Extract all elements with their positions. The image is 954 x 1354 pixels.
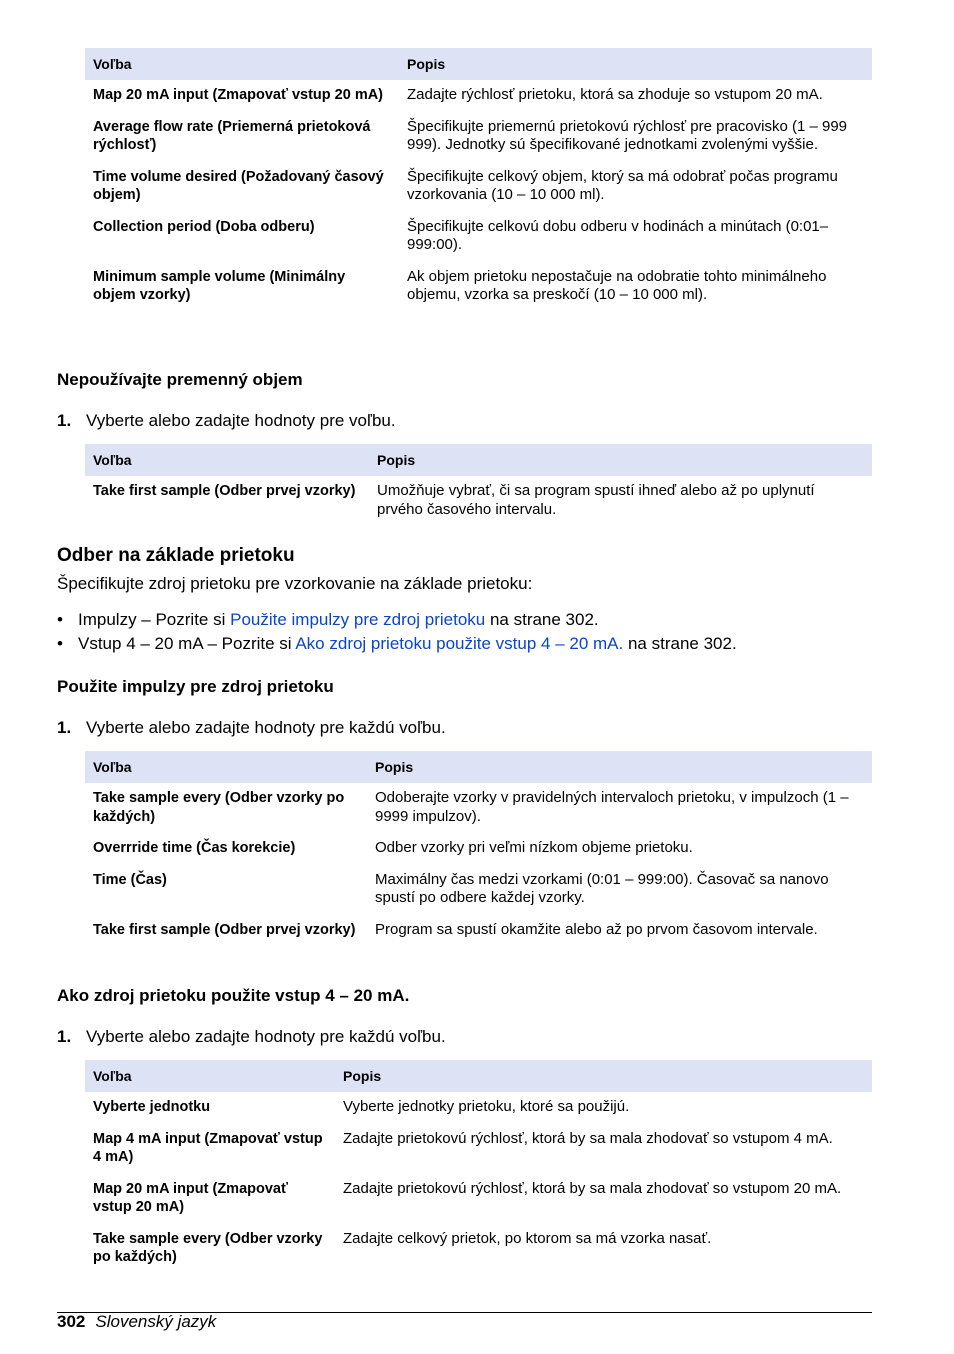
- option-name: Take first sample (Odber prvej vzorky): [93, 483, 356, 499]
- table-row: [85, 80, 872, 118]
- table-row: [85, 118, 872, 168]
- bullet-text: Impulzy – Pozrite si: [78, 610, 231, 629]
- option-description: Zadajte prietokovú rýchlosť, ktorá by sa mala zhodovať so vstupom 20 mA.: [343, 1179, 842, 1197]
- step-text: Vyberte alebo zadajte hodnoty pre každú voľbu.: [86, 718, 446, 737]
- bullet-item: [57, 610, 599, 630]
- option-name: Map 20 mA input (Zmapovať vstup 20 mA): [93, 87, 384, 103]
- step-text: Vyberte alebo zadajte hodnoty pre každú voľbu.: [86, 1027, 446, 1046]
- table-row: [85, 218, 872, 268]
- option-description: Zadajte prietokovú rýchlosť, ktorá by sa mala zhodovať so vstupom 4 mA.: [343, 1129, 833, 1147]
- bullet-page-ref: na strane 302.: [485, 610, 599, 629]
- column-header-description: Popis: [335, 1060, 872, 1092]
- bullet-text: Vstup 4 – 20 mA – Pozrite si: [78, 634, 296, 653]
- step-text: Vyberte alebo zadajte hodnoty pre voľbu.: [86, 411, 396, 430]
- option-description: Program sa spustí okamžite alebo až po prvom časovom intervale.: [375, 920, 818, 938]
- table-row: [85, 921, 872, 953]
- column-header-description: Popis: [367, 751, 872, 783]
- step-number: 1.: [57, 411, 72, 430]
- step-number: 1.: [57, 1027, 72, 1046]
- step-number: 1.: [57, 718, 72, 737]
- table-row: [85, 1092, 872, 1130]
- option-description: Vyberte jednotky prietoku, ktoré sa použijú.: [343, 1098, 630, 1115]
- step-item: [57, 718, 446, 738]
- page-number: 302: [57, 1312, 86, 1331]
- options-table-3: [85, 751, 872, 952]
- subsection-heading: Použite impulzy pre zdroj prietoku: [57, 677, 334, 696]
- options-table-4: [85, 1060, 872, 1280]
- options-table-2: [85, 444, 872, 532]
- table-row: [85, 1180, 872, 1230]
- subsection-heading: Ako zdroj prietoku použite vstup 4 – 20 mA.: [57, 986, 410, 1005]
- option-name: Take first sample (Odber prvej vzorky): [93, 921, 356, 938]
- table-row: [85, 268, 872, 318]
- section-intro: Špecifikujte zdroj prietoku pre vzorkovanie na základe prietoku:: [57, 574, 533, 593]
- option-description: Špecifikujte priemernú prietokovú rýchlosť pre pracovisko (1 – 999 999). Jednotky sú špecifikované jednotkami zvolenými vyššie.: [407, 117, 848, 153]
- table-row: [85, 476, 872, 532]
- column-header-option: Voľba: [85, 1060, 335, 1092]
- subsection-heading: Nepoužívajte premenný objem: [57, 370, 303, 389]
- option-name: Average flow rate (Priemerná prietoková rýchlosť): [93, 118, 371, 153]
- table-row: [85, 871, 872, 921]
- column-header-description: Popis: [399, 48, 872, 80]
- step-item: [57, 1027, 446, 1047]
- bullet-marker: •: [57, 610, 63, 629]
- option-description: Zadajte rýchlosť prietoku, ktorá sa zhoduje so vstupom 20 mA.: [407, 86, 823, 103]
- option-description: Umožňuje vybrať, či sa program spustí ihneď alebo až po uplynutí prvého časového intervalu.: [377, 482, 815, 518]
- footer-language: Slovenský jazyk: [95, 1312, 217, 1331]
- step-item: [57, 411, 396, 431]
- option-description: Maximálny čas medzi vzorkami (0:01 – 999:00). Časovač sa nanovo spustí po odbere každej vzorky.: [375, 870, 829, 906]
- option-name: Time volume desired (Požadovaný časový objem): [93, 168, 384, 203]
- option-description: Zadajte celkový prietok, po ktorom sa má vzorka nasať.: [343, 1229, 712, 1247]
- column-header-option: Voľba: [85, 48, 399, 80]
- option-name: Vyberte jednotku: [93, 1099, 211, 1115]
- option-description: Ak objem prietoku nepostačuje na odobratie tohto minimálneho objemu, vzorka sa preskočí (10 – 10 000 ml).: [407, 267, 827, 303]
- column-header-option: Voľba: [85, 444, 369, 476]
- option-name: Take sample every (Odber vzorky po každých): [93, 1230, 323, 1265]
- option-description: Odoberajte vzorky v pravidelných intervaloch prietoku, v impulzoch (1 – 9999 impulzov).: [375, 789, 849, 825]
- table-row: [85, 839, 872, 871]
- table-row: [85, 168, 872, 218]
- bullet-marker: •: [57, 634, 63, 653]
- option-description: Odber vzorky pri veľmi nízkom objeme prietoku.: [375, 839, 693, 856]
- cross-reference-link[interactable]: Ako zdroj prietoku použite vstup 4 – 20 mA.: [295, 634, 624, 653]
- table-row: [85, 1130, 872, 1180]
- option-name: Map 4 mA input (Zmapovať vstup 4 mA): [93, 1130, 323, 1165]
- option-name: Overrride time (Čas korekcie): [93, 840, 296, 856]
- option-name: Take sample every (Odber vzorky po každých): [93, 790, 345, 825]
- option-description: Špecifikujte celkovú dobu odberu v hodinách a minútach (0:01–999:00).: [407, 217, 829, 253]
- option-name: Collection period (Doba odberu): [93, 218, 315, 235]
- column-header-description: Popis: [369, 444, 872, 476]
- options-table-1: [85, 48, 872, 318]
- column-header-option: Voľba: [85, 751, 367, 783]
- table-row: [85, 783, 872, 839]
- option-description: Špecifikujte celkový objem, ktorý sa má odobrať počas programu vzorkovania (10 – 10 000 ml).: [407, 167, 838, 203]
- table-row: [85, 1230, 872, 1280]
- option-name: Map 20 mA input (Zmapovať vstup 20 mA): [93, 1180, 288, 1215]
- option-name: Minimum sample volume (Minimálny objem vzorky): [93, 268, 346, 303]
- section-title: Odber na základe prietoku: [57, 545, 295, 566]
- page-footer: [57, 1312, 216, 1332]
- bullet-page-ref: na strane 302.: [623, 634, 737, 653]
- option-name: Time (Čas): [93, 871, 167, 888]
- cross-reference-link[interactable]: Použite impulzy pre zdroj prietoku: [230, 610, 486, 629]
- bullet-item: [57, 634, 737, 654]
